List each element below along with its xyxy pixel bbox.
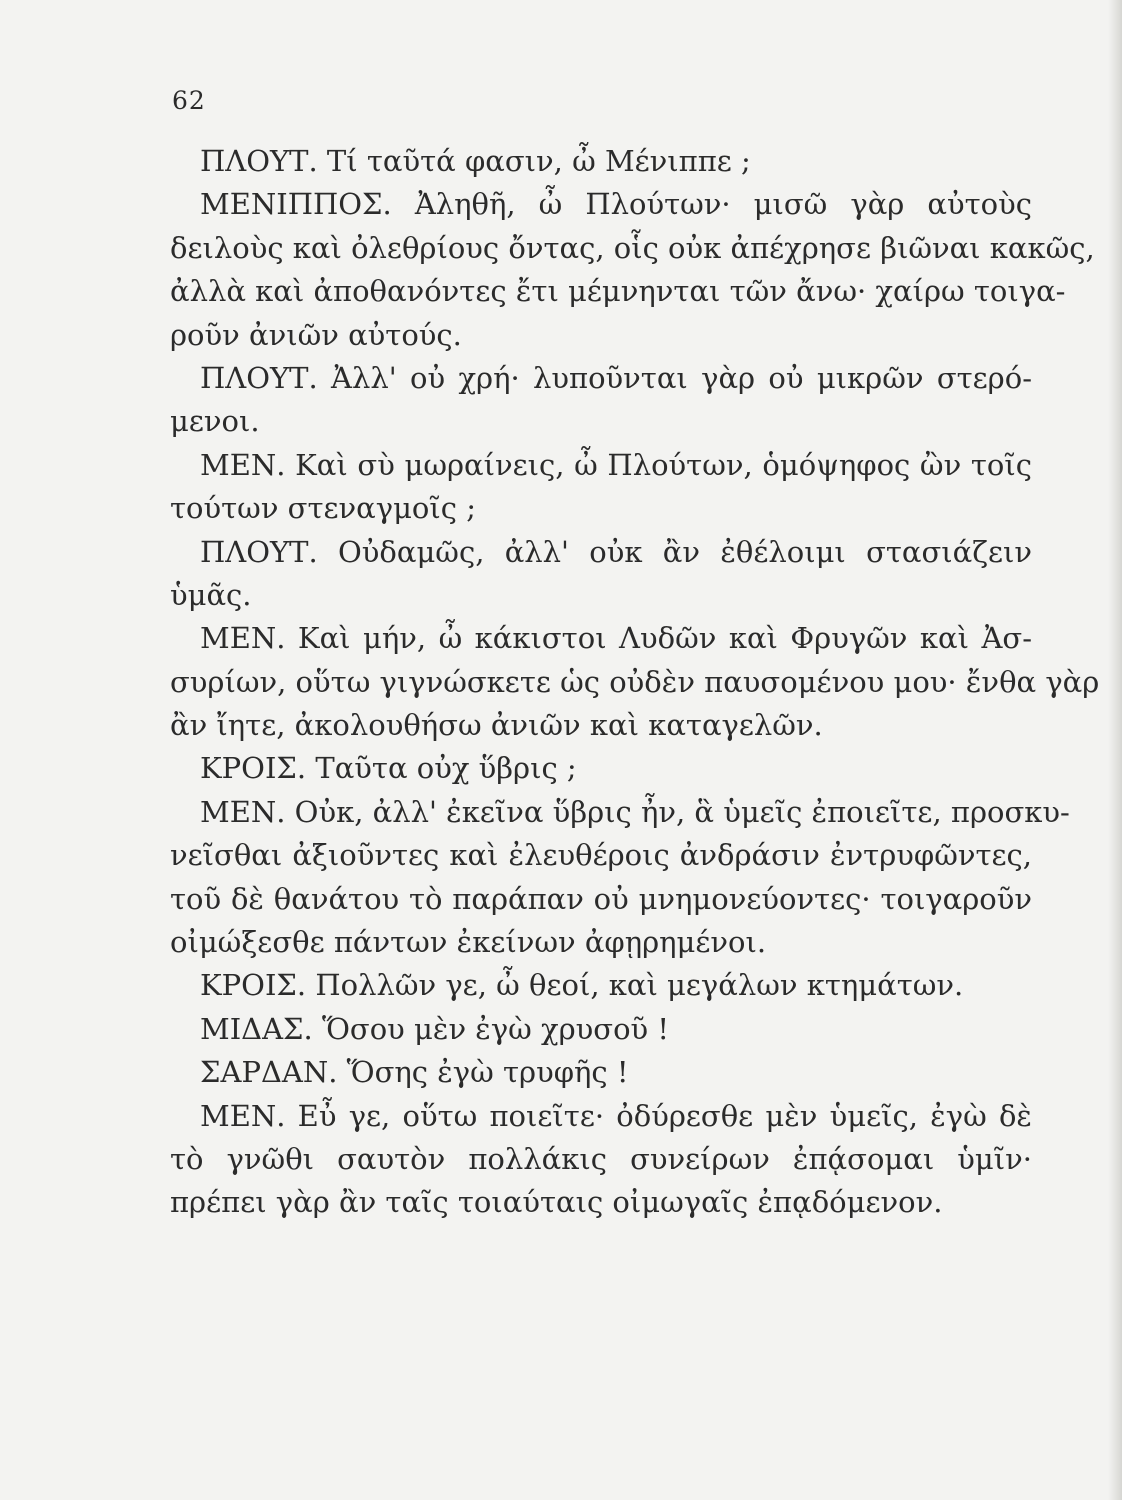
text-line: ΠΛΟΥΤ. Τί ταῦτά φασιν, ὦ Μένιππε ; <box>200 144 751 178</box>
text-line: ὑμᾶς. <box>170 577 252 612</box>
text-line: τοῦ δὲ θανάτου τὸ παράπαν οὐ μνημονεύοντες· τοιγαροῦν <box>170 881 1032 916</box>
text-line: ΜΙΔΑΣ. Ὅσου μὲν ἐγὼ χρυσοῦ ! <box>200 1011 670 1046</box>
text-line: τούτων στεναγμοῖς ; <box>170 491 476 526</box>
text-line: συρίων, οὕτω γιγνώσκετε ὡς οὐδὲν παυσομένου μου· ἔνθα γὰρ <box>170 664 1100 699</box>
text-line: οἰμώξεσθε πάντων ἐκείνων ἀφῃρημένοι. <box>170 925 767 960</box>
text-line: ΜΕΝ. Καὶ μήν, ὦ κάκιστοι Λυδῶν καὶ Φρυγῶν καὶ Ἀσ- <box>200 621 1032 656</box>
page-edge-shadow <box>1108 0 1122 1500</box>
text-line: τὸ γνῶθι σαυτὸν πολλάκις συνείρων ἐπᾴσομαι ὑμῖν· <box>170 1141 1032 1176</box>
text-line: ΜΕΝΙΠΠΟΣ. Ἀληθῆ, ὦ Πλούτων· μισῶ γὰρ αὐτοὺς <box>200 187 1032 222</box>
text-line: ΜΕΝ. Εὖ γε, οὕτω ποιεῖτε· ὀδύρεσθε μὲν ὑμεῖς, ἐγὼ δὲ <box>200 1098 1032 1133</box>
text-line: πρέπει γὰρ ἂν ταῖς τοιαύταις οἰμωγαῖς ἐπᾳδόμενον. <box>170 1185 943 1220</box>
text-line: μενοι. <box>170 404 260 439</box>
text-line: ροῦν ἀνιῶν αὐτούς. <box>170 317 462 352</box>
text-line: νεῖσθαι ἀξιοῦντες καὶ ἐλευθέροις ἀνδράσιν ἐντρυφῶντες, <box>170 838 1032 873</box>
greek-text-block <box>170 140 1100 1225</box>
text-line: ΠΛΟΥΤ. Ἀλλ' οὐ χρή· λυποῦνται γὰρ οὐ μικρῶν στερό- <box>200 360 1032 395</box>
page-number: 62 <box>172 86 206 115</box>
text-line: ΚΡΟΙΣ. Ταῦτα οὐχ ὕβρις ; <box>200 751 577 786</box>
text-line: ΣΑΡΔΑΝ. Ὅσης ἐγὼ τρυφῆς ! <box>200 1055 629 1090</box>
text-line: ἂν ἴητε, ἀκολουθήσω ἀνιῶν καὶ καταγελῶν. <box>170 708 823 743</box>
text-line: ΠΛΟΥΤ. Οὐδαμῶς, ἀλλ' οὐκ ἂν ἐθέλοιμι στασιάζειν <box>200 534 1032 569</box>
text-line: ΚΡΟΙΣ. Πολλῶν γε, ὦ θεοί, καὶ μεγάλων κτημάτων. <box>200 968 964 1003</box>
text-line: ἀλλὰ καὶ ἀποθανόντες ἔτι μέμνηνται τῶν ἄνω· χαίρω τοιγα- <box>170 274 1066 309</box>
text-line: ΜΕΝ. Καὶ σὺ μωραίνεις, ὦ Πλούτων, ὁμόψηφος ὢν τοῖς <box>200 447 1032 482</box>
text-line: ΜΕΝ. Οὐκ, ἀλλ' ἐκεῖνα ὕβρις ἦν, ἃ ὑμεῖς ἐποιεῖτε, προσκυ- <box>200 794 1070 829</box>
text-line: δειλοὺς καὶ ὀλεθρίους ὄντας, οἷς οὐκ ἀπέχρησε βιῶναι κακῶς, <box>170 230 1095 265</box>
